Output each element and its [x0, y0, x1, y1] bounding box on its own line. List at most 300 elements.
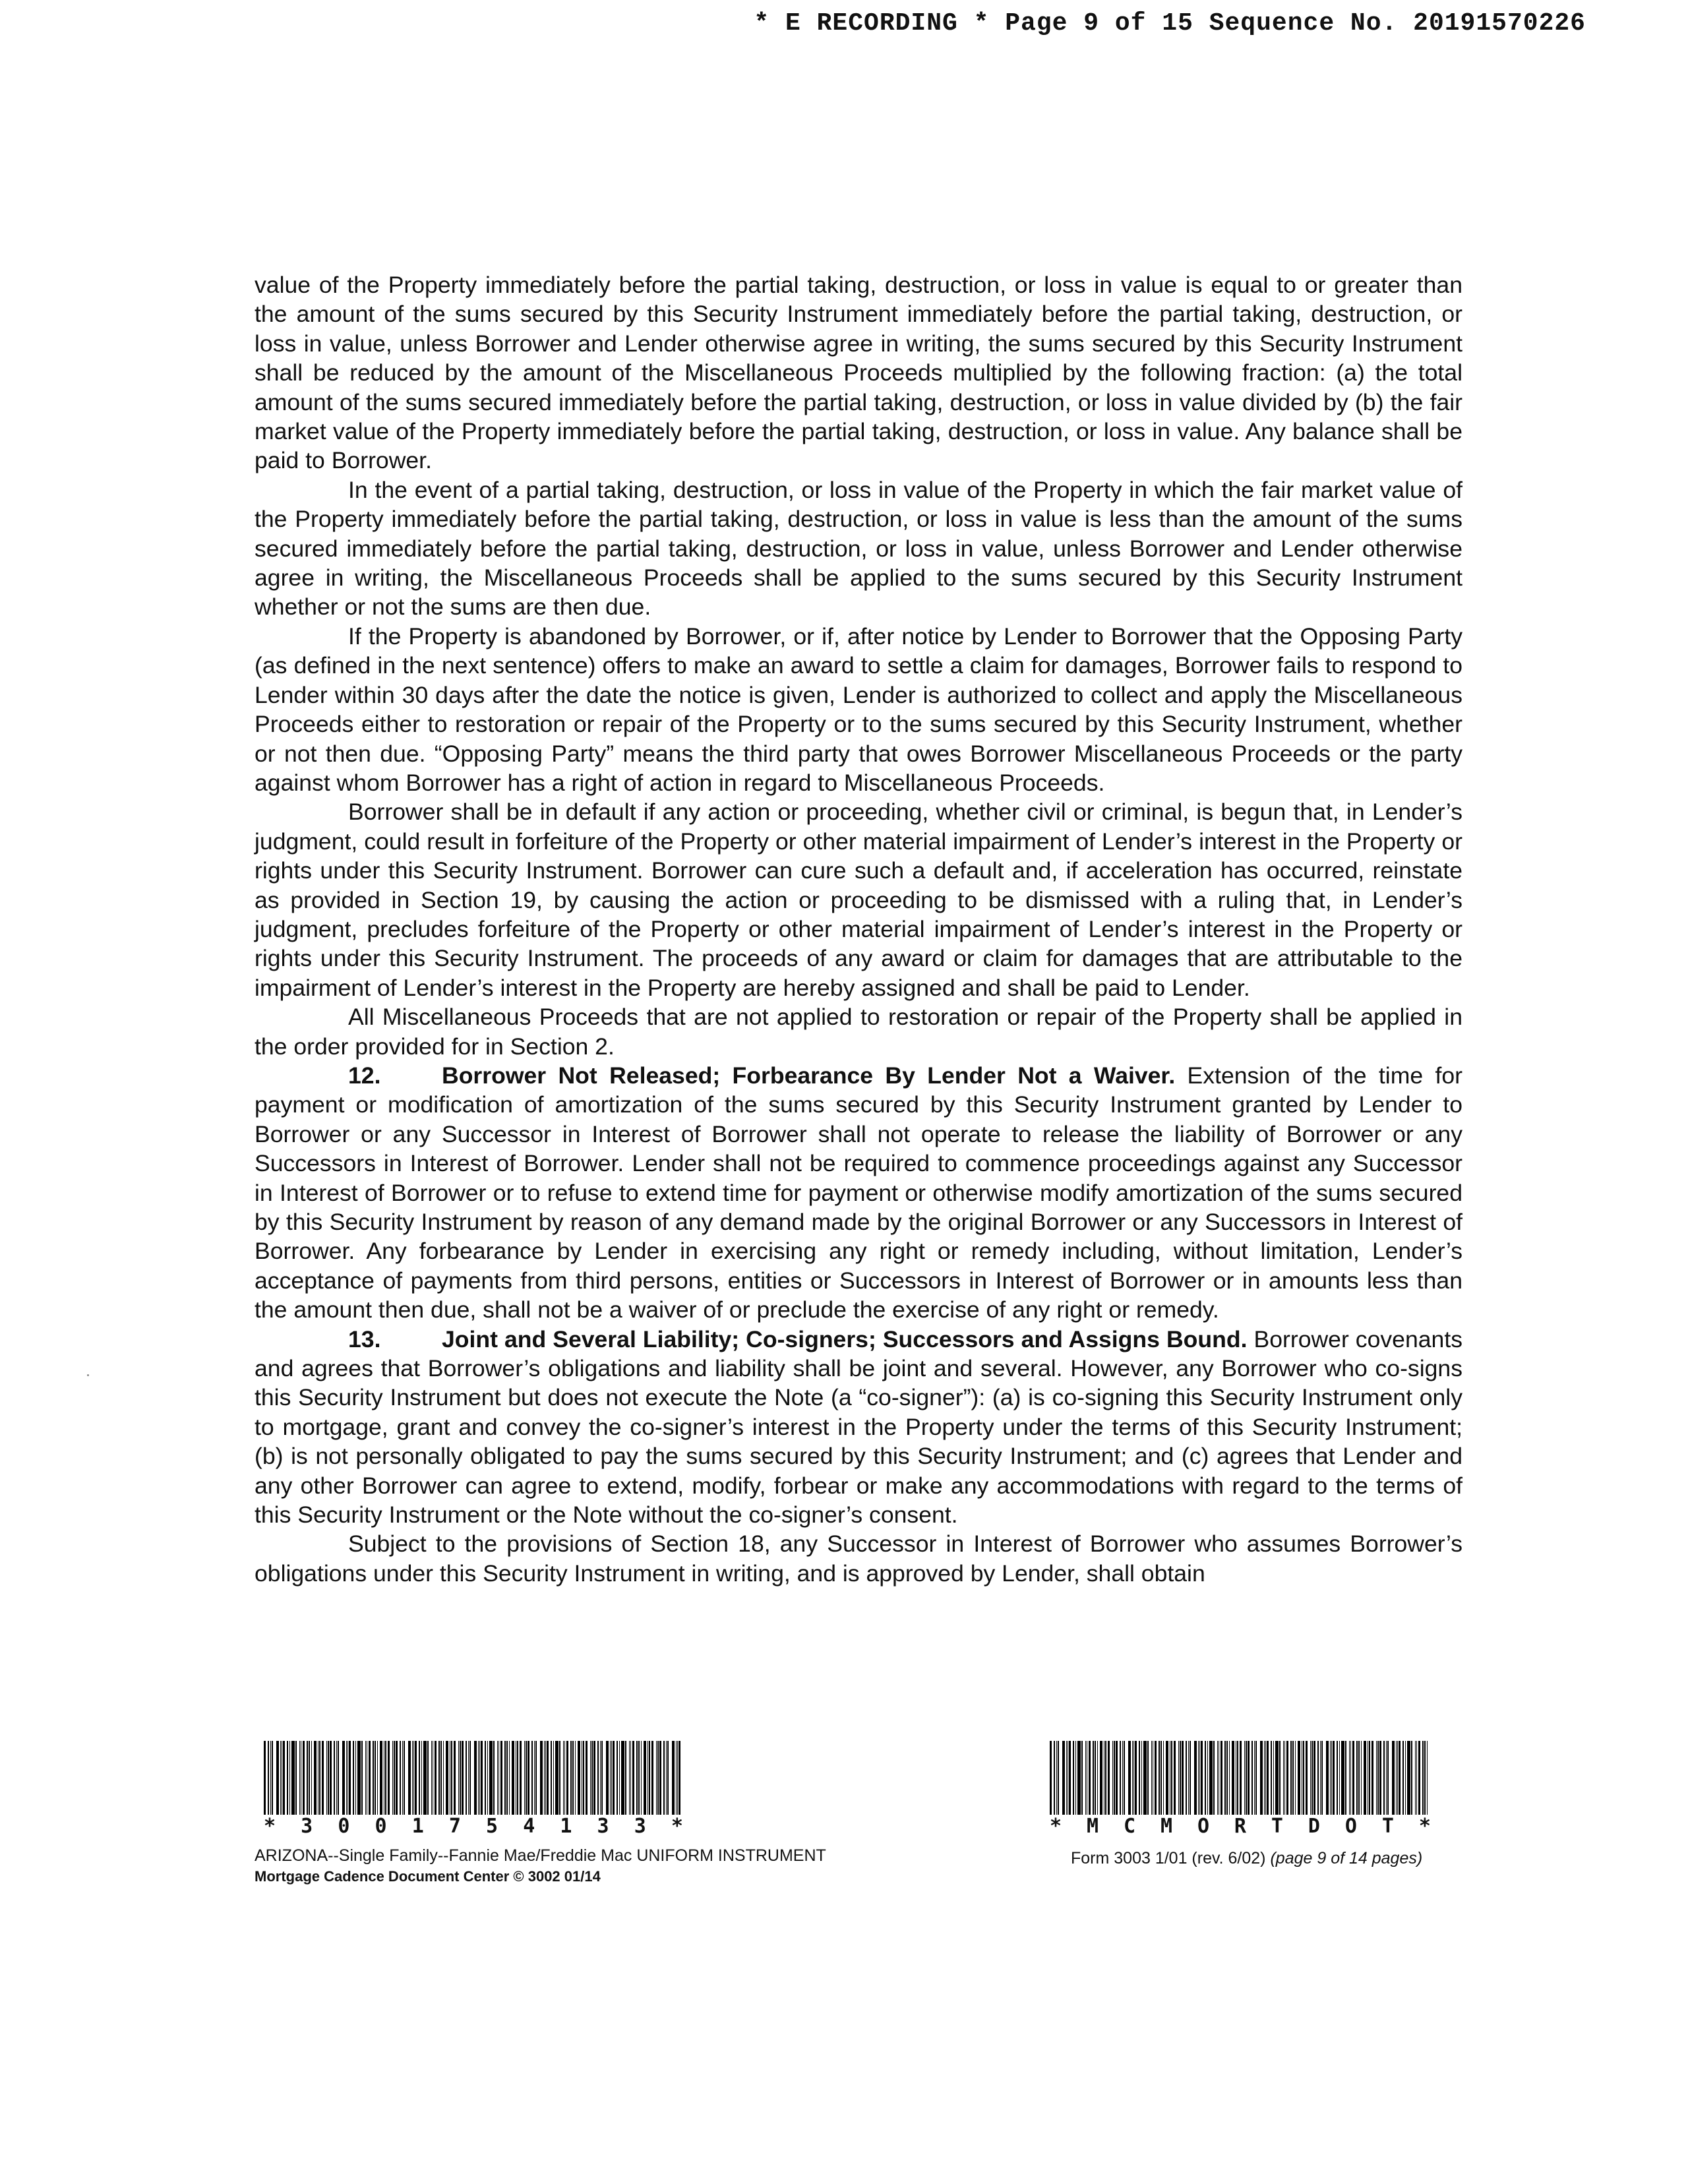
barcode-bar — [299, 1741, 300, 1815]
barcode-bar — [544, 1741, 545, 1815]
barcode-bar — [617, 1741, 618, 1815]
barcode-bar — [1416, 1741, 1417, 1815]
barcode-bar — [1229, 1741, 1230, 1815]
barcode-bar — [1399, 1741, 1401, 1815]
barcode-bar — [1292, 1741, 1294, 1815]
barcode-bar — [1372, 1741, 1373, 1815]
barcode-bar — [500, 1741, 502, 1815]
barcode-char: M — [1160, 1815, 1173, 1838]
barcode-bar — [512, 1741, 514, 1815]
barcode-bar — [270, 1741, 271, 1815]
barcode-bar — [1075, 1741, 1076, 1815]
barcode-bar — [1095, 1741, 1096, 1815]
barcode-bar — [1415, 1741, 1416, 1815]
barcode-bar — [1237, 1741, 1238, 1815]
barcode-bar — [1190, 1741, 1191, 1815]
barcode-bar — [1392, 1741, 1395, 1815]
barcode-bar — [506, 1741, 508, 1815]
barcode-bar — [1159, 1741, 1160, 1815]
barcode-char: 3 — [634, 1815, 646, 1838]
barcode-bar — [1330, 1741, 1331, 1815]
barcode-bar — [1418, 1741, 1420, 1815]
barcode-char: C — [1123, 1815, 1136, 1838]
barcode-bar — [1295, 1741, 1296, 1815]
barcode-left-text — [264, 1815, 683, 1838]
barcode-bar — [1349, 1741, 1350, 1815]
barcode-bar — [1331, 1741, 1332, 1815]
barcode-bar — [469, 1741, 471, 1815]
barcode-bar — [593, 1741, 595, 1815]
barcode-bar — [330, 1741, 332, 1815]
section-13-title: Joint and Several Liability; Co-signers; Successors and Assigns Bound. — [442, 1325, 1248, 1352]
barcode-bar — [566, 1741, 568, 1815]
barcode-bar — [606, 1741, 609, 1815]
barcode-bar — [1186, 1741, 1187, 1815]
barcode-bar — [1122, 1741, 1123, 1815]
barcode-bar — [462, 1741, 464, 1815]
paragraph-successor-interest: Subject to the provisions of Section 18, any Successor in Interest of Borrower who assumes Borrower’s obligations under this Security Instrument in writing, and is approved by Lender, shall obtain — [255, 1531, 1462, 1587]
barcode-bar — [1383, 1741, 1385, 1815]
barcode-bar — [396, 1741, 398, 1815]
barcode-left — [264, 1741, 683, 1838]
barcode-bar — [481, 1741, 483, 1815]
barcode-bar — [524, 1741, 525, 1815]
barcode-bar — [1132, 1741, 1133, 1815]
barcode-bar — [1073, 1741, 1074, 1815]
barcode-bar — [601, 1741, 603, 1815]
barcode-bar — [1352, 1741, 1354, 1815]
barcode-bar — [1411, 1741, 1412, 1815]
barcode-bar — [649, 1741, 650, 1815]
barcode-bar — [361, 1741, 363, 1815]
barcode-bar — [1369, 1741, 1370, 1815]
barcode-bar — [1283, 1741, 1284, 1815]
barcode-bar — [1143, 1741, 1147, 1815]
barcode-bar — [380, 1741, 382, 1815]
barcode-bar — [1097, 1741, 1098, 1815]
recording-header: * E RECORDING * Page 9 of 15 Sequence No. 20191570226 — [754, 9, 1586, 38]
paragraph-partial-taking-less: In the event of a partial taking, destruction, or loss in value of the Property in which the fair market value of the Property immediately before the partial taking, destruction, or loss in value is less than the amount of the sums secured immediately before the partial taking, destruction, or loss in value, unless Borrower and Lender otherwise agree in writing, the Miscellaneous Proceeds shall be applied to the sums secured by this Security Instrument whether or not the sums are then due. — [255, 476, 1462, 621]
barcode-bar — [1402, 1741, 1404, 1815]
barcode-bar — [314, 1741, 316, 1815]
footer-form-number: Form 3003 1/01 (rev. 6/02) — [1071, 1849, 1271, 1867]
barcode-bar — [1333, 1741, 1335, 1815]
barcode-bar — [1320, 1741, 1321, 1815]
barcode-char: 1 — [411, 1815, 424, 1838]
barcode-bar — [412, 1741, 413, 1815]
barcode-char: 3 — [301, 1815, 313, 1838]
barcode-bar — [1244, 1741, 1245, 1815]
barcode-bar — [1260, 1741, 1263, 1815]
barcode-bar — [1141, 1741, 1142, 1815]
barcode-bar — [578, 1741, 580, 1815]
barcode-bar — [1133, 1741, 1134, 1815]
barcode-bar — [520, 1741, 522, 1815]
barcode-bar — [678, 1741, 680, 1815]
barcode-bar — [1379, 1741, 1381, 1815]
document-body — [255, 270, 1462, 1588]
barcode-bar — [1337, 1741, 1338, 1815]
barcode-bar — [402, 1741, 403, 1815]
barcode-bar — [572, 1741, 574, 1815]
barcode-char: 1 — [560, 1815, 572, 1838]
barcode-bar — [1081, 1741, 1083, 1815]
barcode-bar — [1246, 1741, 1247, 1815]
barcode-bar — [1174, 1741, 1176, 1815]
barcode-bar — [1407, 1741, 1410, 1815]
barcode-bar — [575, 1741, 576, 1815]
barcode-bar — [528, 1741, 529, 1815]
barcode-bar — [460, 1741, 461, 1815]
barcode-bar — [591, 1741, 593, 1815]
barcode-bar — [638, 1741, 640, 1815]
barcode-bar — [474, 1741, 477, 1815]
barcode-bar — [489, 1741, 493, 1815]
barcode-bar — [610, 1741, 611, 1815]
barcode-bar — [408, 1741, 411, 1815]
barcode-bar — [1093, 1741, 1094, 1815]
barcode-bar — [1290, 1741, 1292, 1815]
barcode-bar — [394, 1741, 395, 1815]
barcode-bar — [1275, 1741, 1279, 1815]
barcode-bar — [600, 1741, 601, 1815]
barcode-bar — [1267, 1741, 1269, 1815]
barcode-char: * — [1418, 1815, 1431, 1838]
barcode-bar — [1108, 1741, 1110, 1815]
barcode-bar — [1201, 1741, 1203, 1815]
barcode-char: O — [1197, 1815, 1209, 1838]
barcode-bar — [540, 1741, 543, 1815]
barcode-bar — [338, 1741, 339, 1815]
barcode-bar — [264, 1741, 266, 1815]
barcode-bar — [369, 1741, 371, 1815]
barcode-bar — [1356, 1741, 1358, 1815]
barcode-bar — [400, 1741, 401, 1815]
barcode-char: T — [1271, 1815, 1283, 1838]
barcode-bar — [1114, 1741, 1115, 1815]
footer-right — [1071, 1849, 1422, 1868]
barcode-bar — [1182, 1741, 1184, 1815]
barcode-bar — [636, 1741, 638, 1815]
barcode-bar — [504, 1741, 506, 1815]
barcode-bar — [1303, 1741, 1304, 1815]
barcode-bar — [311, 1741, 312, 1815]
barcode-bar — [1240, 1741, 1242, 1815]
barcode-bar — [531, 1741, 533, 1815]
barcode-bar — [1427, 1741, 1428, 1815]
barcode-bar — [326, 1741, 327, 1815]
barcode-bar — [1160, 1741, 1162, 1815]
barcode-bar — [621, 1741, 624, 1815]
barcode-bar — [1209, 1741, 1213, 1815]
barcode-bar — [336, 1741, 337, 1815]
barcode-bar — [1213, 1741, 1215, 1815]
barcode-bar — [307, 1741, 308, 1815]
barcode-bar — [289, 1741, 290, 1815]
barcode-bar — [497, 1741, 498, 1815]
barcode-bar — [526, 1741, 527, 1815]
barcode-char: 7 — [448, 1815, 461, 1838]
barcode-bar — [551, 1741, 552, 1815]
barcode-bar — [498, 1741, 499, 1815]
barcode-bar — [1226, 1741, 1228, 1815]
footer-instrument-title: ARIZONA--Single Family--Fannie Mae/Freddie Mac UNIFORM INSTRUMENT — [255, 1846, 826, 1865]
barcode-bar — [1386, 1741, 1387, 1815]
barcode-bar — [1396, 1741, 1397, 1815]
barcode-bar — [1358, 1741, 1360, 1815]
barcode-bar — [547, 1741, 549, 1815]
barcode-bar — [487, 1741, 488, 1815]
barcode-bar — [1116, 1741, 1118, 1815]
barcode-bar — [1180, 1741, 1181, 1815]
barcode-bar — [388, 1741, 390, 1815]
barcode-char: 4 — [523, 1815, 535, 1838]
barcode-bar — [283, 1741, 285, 1815]
barcode-bar — [1198, 1741, 1199, 1815]
barcode-bar — [404, 1741, 405, 1815]
barcode-bar — [272, 1741, 273, 1815]
barcode-bar — [1279, 1741, 1281, 1815]
barcode-bar — [611, 1741, 612, 1815]
barcode-char: * — [671, 1815, 683, 1838]
barcode-bar — [1105, 1741, 1106, 1815]
barcode-bar — [276, 1741, 279, 1815]
barcode-bar — [287, 1741, 288, 1815]
barcode-bar — [468, 1741, 469, 1815]
barcode-char: O — [1344, 1815, 1357, 1838]
barcode-bar — [454, 1741, 456, 1815]
barcode-bar — [641, 1741, 642, 1815]
barcode-bar — [586, 1741, 588, 1815]
barcode-bar — [280, 1741, 281, 1815]
barcode-bar — [1147, 1741, 1149, 1815]
barcode-bar — [1221, 1741, 1222, 1815]
barcode-bar — [619, 1741, 620, 1815]
barcode-bar — [413, 1741, 414, 1815]
barcode-bar — [1217, 1741, 1218, 1815]
barcode-bar — [423, 1741, 427, 1815]
barcode-bar — [421, 1741, 422, 1815]
barcode-bar — [1405, 1741, 1406, 1815]
footer-left — [255, 1846, 826, 1885]
barcode-bar — [349, 1741, 351, 1815]
barcode-bar — [392, 1741, 393, 1815]
barcode-char: T — [1381, 1815, 1394, 1838]
barcode-bar — [1424, 1741, 1426, 1815]
barcode-bar — [1298, 1741, 1300, 1815]
barcode-bar — [353, 1741, 354, 1815]
barcode-bar — [1066, 1741, 1067, 1815]
barcode-bar — [1054, 1741, 1055, 1815]
section-13-number: 13. — [348, 1325, 381, 1352]
footer-page-count: (page 9 of 14 pages) — [1270, 1849, 1423, 1867]
barcode-bar — [1284, 1741, 1285, 1815]
barcode-bar — [1085, 1741, 1086, 1815]
barcode-bar — [1377, 1741, 1379, 1815]
barcode-bar — [415, 1741, 417, 1815]
barcode-bar — [1350, 1741, 1351, 1815]
barcode-bar — [438, 1741, 440, 1815]
barcode-bar — [1069, 1741, 1071, 1815]
barcode-bar — [1251, 1741, 1253, 1815]
barcode-bar — [1387, 1741, 1389, 1815]
barcode-bar — [535, 1741, 537, 1815]
barcode-bar — [431, 1741, 432, 1815]
barcode-bar — [676, 1741, 677, 1815]
barcode-bar — [509, 1741, 510, 1815]
barcode-char: M — [1086, 1815, 1099, 1838]
barcode-bar — [534, 1741, 535, 1815]
barcode-bar — [1361, 1741, 1362, 1815]
barcode-bar — [1128, 1741, 1131, 1815]
barcode-bar — [1254, 1741, 1255, 1815]
barcode-bar — [334, 1741, 335, 1815]
barcode-bar — [1205, 1741, 1206, 1815]
barcode-bar — [295, 1741, 297, 1815]
barcode-bar — [1171, 1741, 1172, 1815]
paragraph-continued: value of the Property immediately before the partial taking, destruction, or loss in value is equal to or greater than the amount of the sums secured by this Security Instrument immediately before the partial taking, destruction, or loss in value, unless Borrower and Lender otherwise agree in writing, the sums secured by this Security Instrument shall be reduced by the amount of the Miscellaneous Proceeds multiplied by the following fraction: (a) the total amount of the sums secured immediately before the partial taking, destruction, or loss in value divided by (b) the fair market value of the Property immediately before the partial taking, destruction, or loss in value. Any balance shall be paid to Borrower. — [255, 272, 1462, 474]
barcode-char: * — [264, 1815, 276, 1838]
barcode-bar — [446, 1741, 448, 1815]
barcode-bar — [1306, 1741, 1308, 1815]
barcode-bar — [365, 1741, 366, 1815]
barcode-bar — [564, 1741, 565, 1815]
barcode-bar — [1273, 1741, 1274, 1815]
barcode-bar — [1224, 1741, 1226, 1815]
barcode-bar — [479, 1741, 480, 1815]
barcode-bar — [1265, 1741, 1266, 1815]
barcode-bar — [517, 1741, 518, 1815]
barcode-bar — [427, 1741, 429, 1815]
barcode-char: 3 — [597, 1815, 609, 1838]
barcode-bar — [1345, 1741, 1346, 1815]
barcode-bar — [1058, 1741, 1059, 1815]
barcode-bar — [322, 1741, 324, 1815]
barcode-bar — [632, 1741, 634, 1815]
barcode-bar — [1310, 1741, 1311, 1815]
barcode-right-bars — [1050, 1741, 1431, 1815]
barcode-bar — [667, 1741, 669, 1815]
barcode-bar — [666, 1741, 667, 1815]
barcode-bar — [570, 1741, 572, 1815]
section-12-number: 12. — [348, 1062, 381, 1089]
paragraph-abandoned-property: If the Property is abandoned by Borrower, or if, after notice by Lender to Borrower that the Opposing Party (as defined in the next sentence) offers to make an award to settle a claim for damages, Borrower fails to respond to Lender within 30 days after the date the notice is given, Lender is authorized to collect and apply the Miscellaneous Proceeds either to restoration or repair of the Property or to the sums secured by this Security Instrument, whether or not then due. “Opposing Party” means the third party that owes Borrower Miscellaneous Proceeds or the party against whom Borrower has a right of action in regard to Miscellaneous Proceeds. — [255, 622, 1462, 796]
barcode-bar — [443, 1741, 444, 1815]
scan-speck — [87, 1374, 89, 1376]
barcode-bar — [291, 1741, 295, 1815]
barcode-bar — [1264, 1741, 1265, 1815]
barcode-char: 0 — [375, 1815, 387, 1838]
barcode-bar — [1364, 1741, 1366, 1815]
barcode-bar — [385, 1741, 386, 1815]
barcode-bar — [559, 1741, 560, 1815]
barcode-bar — [1207, 1741, 1208, 1815]
paragraph-default-action: Borrower shall be in default if any action or proceeding, whether civil or criminal, is begun that, in Lender’s judgment, could result in forfeiture of the Property or other material impairment of Lender’s interest in the Property or rights under this Security Instrument. Borrower can cure such a default and, if acceleration has occurred, reinstate as provided in Section 19, by causing the action or proceeding to be dismissed with a ruling that, in Lender’s judgment, precludes forfeiture of the Property or other material impairment of Lender’s interest in the Property or rights under this Security Instrument. The proceeds of any award or claim for damages that are attributable to the impairment of Lender’s interest in the Property are hereby assigned and shall be paid to Lender. — [255, 799, 1462, 1001]
barcode-bar — [1139, 1741, 1140, 1815]
barcode-bar — [1199, 1741, 1200, 1815]
barcode-bar — [1178, 1741, 1179, 1815]
barcode-bar — [583, 1741, 584, 1815]
barcode-bar — [613, 1741, 615, 1815]
barcode-bar — [1339, 1741, 1340, 1815]
barcode-bar — [1124, 1741, 1125, 1815]
barcode-bar — [309, 1741, 310, 1815]
barcode-bar — [1311, 1741, 1313, 1815]
barcode-bar — [1326, 1741, 1329, 1815]
barcode-bar — [478, 1741, 479, 1815]
barcode-bar — [590, 1741, 591, 1815]
barcode-char: R — [1234, 1815, 1246, 1838]
barcode-bar — [663, 1741, 665, 1815]
footer-document-center: Mortgage Cadence Document Center © 3002 01/14 — [255, 1868, 601, 1885]
barcode-bar — [629, 1741, 630, 1815]
barcode-bar — [1248, 1741, 1250, 1815]
barcode-bar — [440, 1741, 442, 1815]
barcode-bar — [435, 1741, 437, 1815]
barcode-bar — [355, 1741, 356, 1815]
barcode-left-bars — [264, 1741, 683, 1815]
section-12-title: Borrower Not Released; Forbearance By Lender Not a Waiver. — [442, 1062, 1176, 1089]
barcode-bar — [375, 1741, 376, 1815]
barcode-bar — [657, 1741, 659, 1815]
barcode-bar — [597, 1741, 599, 1815]
barcode-bar — [303, 1741, 305, 1815]
barcode-bar — [1120, 1741, 1121, 1815]
barcode-bar — [1050, 1741, 1052, 1815]
barcode-bar — [1397, 1741, 1398, 1815]
barcode-bar — [419, 1741, 420, 1815]
barcode-bar — [1089, 1741, 1091, 1815]
barcode-bar — [268, 1741, 269, 1815]
barcode-char: 0 — [338, 1815, 350, 1838]
barcode-bar — [1232, 1741, 1234, 1815]
barcode-bar — [630, 1741, 631, 1815]
barcode-bar — [1062, 1741, 1065, 1815]
barcode-bar — [458, 1741, 459, 1815]
barcode-bar — [672, 1741, 675, 1815]
barcode-bar — [451, 1741, 452, 1815]
barcode-bar — [377, 1741, 378, 1815]
barcode-bar — [1056, 1741, 1057, 1815]
section-12 — [255, 1061, 1462, 1325]
barcode-bar — [1341, 1741, 1344, 1815]
barcode-bar — [1376, 1741, 1377, 1815]
barcode-bar — [1271, 1741, 1272, 1815]
barcode-char: 5 — [486, 1815, 498, 1838]
barcode-bar — [677, 1741, 678, 1815]
barcode-bar — [319, 1741, 320, 1815]
barcode-right-text — [1050, 1815, 1431, 1838]
barcode-bar — [1317, 1741, 1319, 1815]
barcode-bar — [625, 1741, 626, 1815]
barcode-bar — [1100, 1741, 1102, 1815]
section-13-text: Borrower covenants and agrees that Borrower’s obligations and liability shall be joint and several. However, any Borrower who co-signs this Security Instrument but does not execute the Note (a “co-signer”): (a) is co-signing this Security Instrument only to mortgage, grant and convey the co-signer’s interest in the Property under the terms of this Security Instrument; (b) is not personally obligated to pay the sums secured by this Security Instrument; and (c) agrees that Lender and any other Borrower can agree to extend, modify, forbear or make any accommodations with regard to the terms of this Security Instrument or the Note without the co-signer’s consent. — [255, 1325, 1462, 1529]
barcode-bar — [347, 1741, 348, 1815]
barcode-bar — [1112, 1741, 1113, 1815]
barcode-bar — [373, 1741, 374, 1815]
barcode-bar — [659, 1741, 661, 1815]
barcode-bar — [342, 1741, 345, 1815]
barcode-bar — [651, 1741, 653, 1815]
barcode-bar — [346, 1741, 347, 1815]
section-12-text: Extension of the time for payment or modification of amortization of the sums secured by this Security Instrument granted by Lender to Borrower or any Successor in Interest of Borrower shall not operate to release the liability of Borrower or any Successors in Interest of Borrower. Lender shall not be required to commence proceedings against any Successor in Interest of Borrower or to refuse to extend time for payment or otherwise modify amortization of the sums secured by this Security Instrument by reason of any demand made by the original Borrower or any Successors in Interest of Borrower. Any forbearance by Lender in exercising any right or remedy including, without limitation, Lender’s acceptance of payments from third persons, entities or Successors in Interest of Borrower or in amounts less than the amount then due, shall not be a waiver of or preclude the exercise of any right or remedy. — [255, 1062, 1462, 1323]
barcode-bar — [485, 1741, 486, 1815]
barcode-bar — [656, 1741, 657, 1815]
barcode-bar — [1188, 1741, 1189, 1815]
barcode-bar — [1155, 1741, 1157, 1815]
barcode-bar — [1286, 1741, 1288, 1815]
barcode-bar — [1151, 1741, 1152, 1815]
